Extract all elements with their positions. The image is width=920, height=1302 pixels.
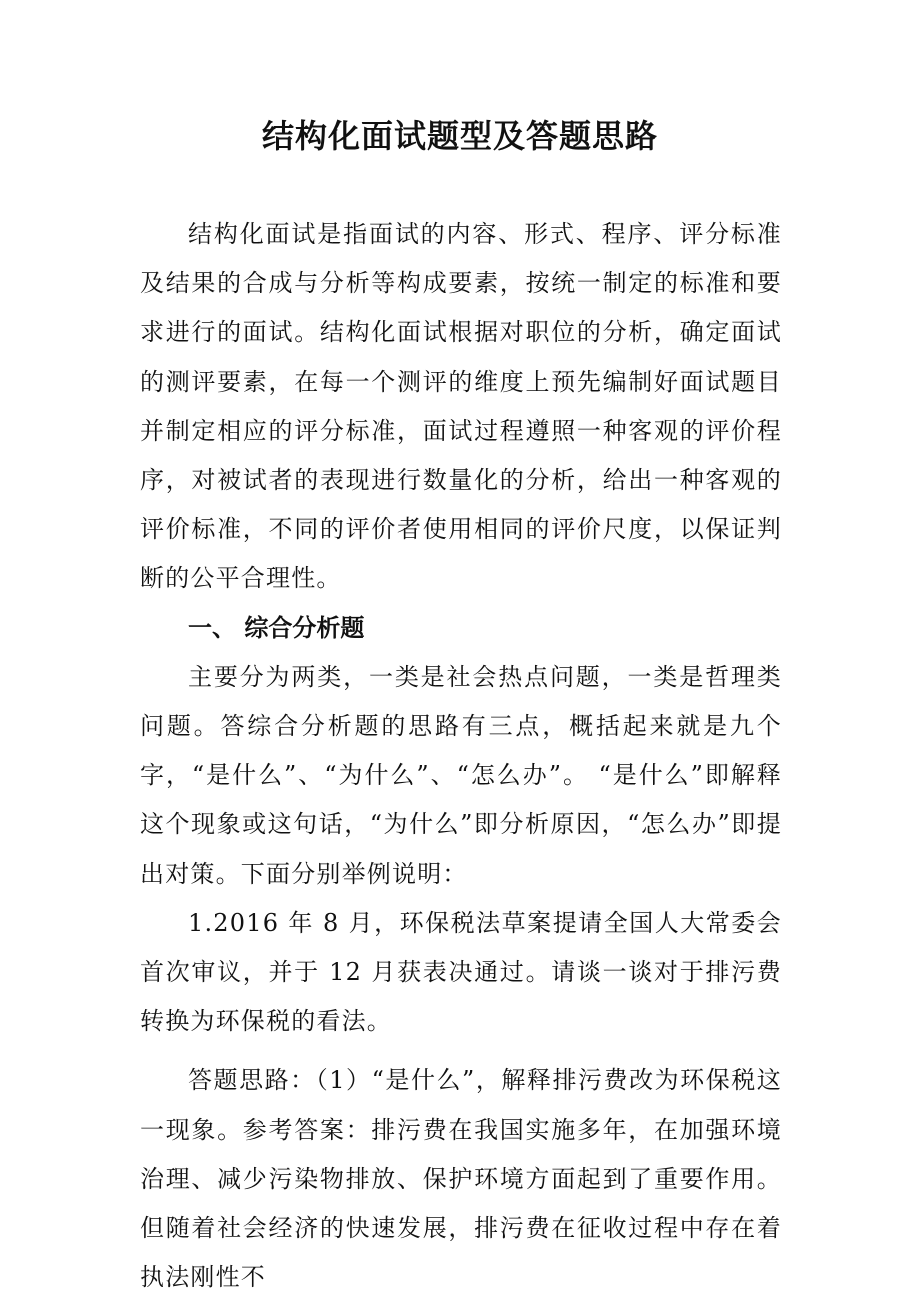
document-body (140, 210, 782, 1302)
intro-paragraph: 结构化面试是指面试的内容、形式、程序、评分标准及结果的合成与分析等构成要素，按统一制定的标准和要求进行的面试。结构化面试根据对职位的分析，确定面试的测评要素，在每一个测评的维度上预先编制好面试题目并制定相应的评分标准，面试过程遵照一种客观的评价程序，对被试者的表现进行数量化的分析，给出一种客观的评价标准，不同的评价者使用相同的评价尺度，以保证判断的公平合理性。 (140, 220, 782, 593)
answer-paragraph: 答题思路：（1）“是什么”，解释排污费改为环保税这一现象。参考答案：排污费在我国实施多年，在加强环境治理、减少污染物排放、保护环境方面起到了重要作用。但随着社会经济的快速发展，排污费在征收过程中存在着执法刚性不 (140, 1066, 782, 1292)
example-question: 1.2016 年 8 月，环保税法草案提请全国人大常委会首次审议，并于 12 月获表决通过。请谈一谈对于排污费转换为环保税的看法。 (140, 908, 782, 1036)
section-heading-comprehensive-analysis: 一、 综合分析题 (188, 613, 365, 642)
document-title: 结构化面试题型及答题思路 (261, 117, 658, 155)
section-paragraph: 主要分为两类，一类是社会热点问题，一类是哲理类问题。答综合分析题的思路有三点，概括起来就是九个字，“是什么”、“为什么”、“怎么办”。 “是什么”即解释这个现象或这句话，“为什么”即分析原因，“怎么办”即提出对策。下面分别举例说明： (140, 662, 782, 888)
